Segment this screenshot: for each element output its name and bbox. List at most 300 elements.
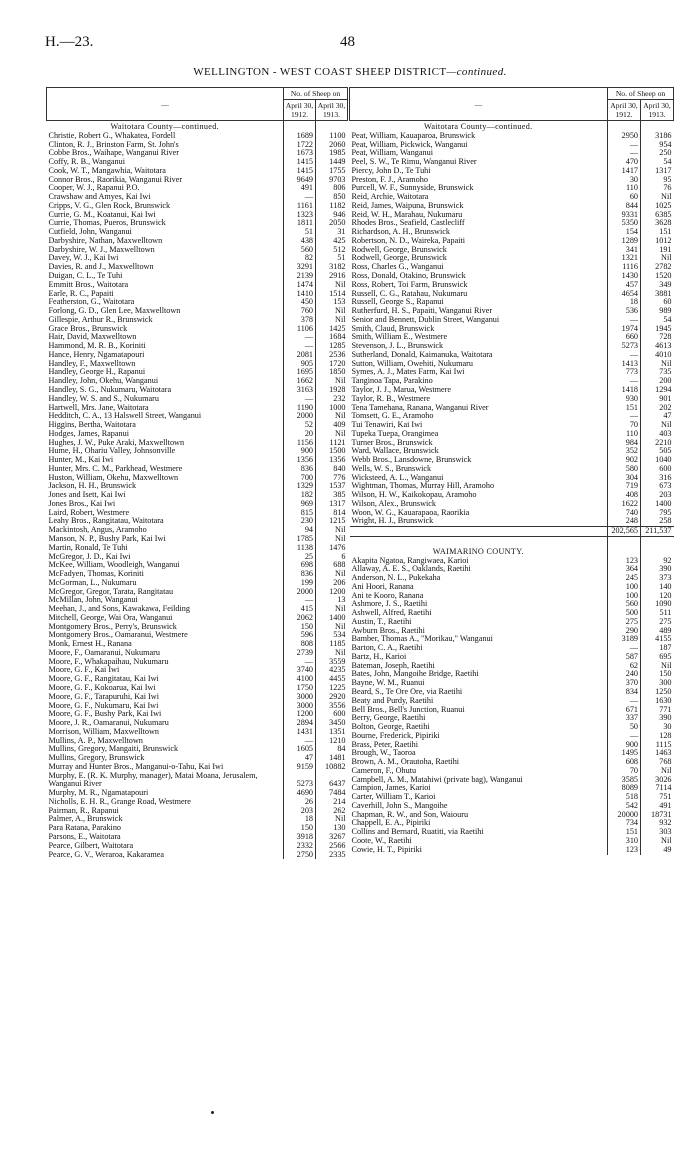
sheep-1912: 62 [608, 662, 641, 671]
table-row [350, 688, 674, 697]
sheep-1913: 203 [641, 491, 674, 500]
table-row [47, 439, 348, 448]
table-row [350, 430, 674, 439]
sheep-1912: 100 [608, 592, 641, 601]
sheep-1912: — [608, 732, 641, 741]
total-label [350, 527, 608, 537]
sheep-1913: 6437 [316, 772, 348, 790]
owner-name: Caverhill, John S., Mangoihe [351, 801, 448, 810]
sheep-1912: 3740 [284, 666, 316, 675]
table-row [47, 649, 348, 658]
table-row [350, 228, 674, 237]
owner-name: Handley, S. G., Nukumaru, Waitotara [48, 385, 172, 394]
sheep-1913: 18731 [641, 811, 674, 820]
table-row [350, 377, 674, 386]
sheep-1913: 140 [641, 583, 674, 592]
table-row [350, 184, 674, 193]
owner-name: Symes, A. J., Mates Farm, Kai Iwi [351, 368, 465, 377]
sheep-1913: 2916 [316, 272, 348, 281]
sheep-1912: 1750 [284, 684, 316, 693]
sheep-1913: 409 [316, 421, 348, 430]
table-row [47, 316, 348, 325]
sheep-1913: 7114 [641, 784, 674, 793]
owner-name: Anderson, N. L., Pukekaha [351, 574, 441, 583]
sheep-1912: 18 [608, 298, 641, 307]
sheep-1912: 154 [608, 228, 641, 237]
sheep-1913: 4235 [316, 666, 348, 675]
table-row [350, 723, 674, 732]
table-row [47, 447, 348, 456]
sheep-1912: 248 [608, 517, 641, 526]
sheep-1912: 1200 [284, 710, 316, 719]
year-1912-header: April 30, 1912. [608, 100, 641, 121]
owner-name: Ashwell, Alfred, Raetihi [351, 609, 432, 618]
owner-name: Ashmore, J. S., Raetihi [351, 600, 428, 609]
table-row [47, 158, 348, 167]
sheep-1913: 2335 [316, 851, 348, 860]
sheep-1913: 3026 [641, 776, 674, 785]
table-row [350, 635, 674, 644]
sheep-1912: — [608, 377, 641, 386]
sheep-1913: 1012 [641, 237, 674, 246]
sheep-1912: 596 [284, 631, 316, 640]
owner-name: Akapita Ngatoa, Rangiwaea, Karioi [351, 556, 469, 565]
owner-name: Parsons, E., Waitotara [48, 833, 121, 842]
sheep-1912: 1495 [608, 749, 641, 758]
page-header [0, 34, 700, 54]
year-1912-header: April 30, 1912. [284, 100, 316, 121]
sheep-1913: 806 [316, 184, 348, 193]
table-row [350, 342, 674, 351]
sheep-1912: 450 [284, 298, 316, 307]
sheep-1913: 489 [641, 627, 674, 636]
owner-name: Coote, W., Raetihi [351, 837, 412, 846]
sheep-1912: 734 [608, 819, 641, 828]
sheep-1912: 457 [608, 281, 641, 290]
sheep-1912: 3189 [608, 635, 641, 644]
sheep-1913: 120 [641, 592, 674, 601]
owner-name: Clinton, R. J., Brinston Farm, St. John's [48, 140, 179, 149]
owner-name: Darbyshire, W. J., Maxwelltown [48, 245, 155, 254]
table-row [47, 368, 348, 377]
owner-name: Davies, R. and J., Maxwelltown [48, 263, 154, 272]
table-row [47, 789, 348, 798]
sheep-1913: 600 [641, 465, 674, 474]
sheep-1912: 151 [608, 404, 641, 413]
table-row [47, 404, 348, 413]
owner-name: Ward, Wallace, Brunswick [351, 447, 439, 456]
owner-name: Manson, N. P., Bushy Park, Kai Iwi [48, 534, 166, 543]
sheep-1913: Nil [316, 316, 348, 325]
sheep-1912: 110 [608, 184, 641, 193]
sheep-1912: 82 [284, 254, 316, 263]
sheep-1913: 850 [316, 193, 348, 202]
sheep-1912: — [608, 644, 641, 653]
owner-name: Campion, James, Karioi [351, 784, 431, 793]
table-row [350, 167, 674, 176]
sheep-1912: 969 [284, 500, 316, 509]
sheep-1913: 303 [641, 828, 674, 837]
table-row [47, 333, 348, 342]
owner-name: Tupeka Tuepa, Orangimea [351, 429, 439, 438]
table-row [47, 807, 348, 816]
sheep-1913: 191 [641, 246, 674, 255]
table-row [47, 798, 348, 807]
sheep-1912: 2139 [284, 272, 316, 281]
sheep-1912: 1410 [284, 290, 316, 299]
sheep-1912: 9159 [284, 763, 316, 772]
sheep-1913: 6385 [641, 211, 674, 220]
table-row [350, 565, 674, 574]
sheep-1913: Nil [316, 605, 348, 614]
sheep-1913: 60 [641, 298, 674, 307]
owner-name: Rodwell, George, Brunswick [351, 245, 447, 254]
owner-name: Wicksteed, A. L., Wanganui [351, 473, 444, 482]
owner-name: Palmer, A., Brunswick [48, 815, 123, 824]
table-row [350, 465, 674, 474]
owner-name: Cripps, V. G., Glen Rock, Brunswick [48, 201, 171, 210]
table-row [47, 596, 348, 605]
table-row [350, 517, 674, 526]
owner-name: Jackson, H. H., Brunswick [48, 482, 137, 491]
sheep-1913: Nil [316, 377, 348, 386]
sheep-1913: 250 [641, 149, 674, 158]
owner-name: Bolton, George, Raetihi [351, 723, 430, 732]
table-row [47, 561, 348, 570]
sheep-1913: Nil [641, 837, 674, 846]
sheep-1913: Nil [316, 526, 348, 535]
sheep-1913: 688 [316, 561, 348, 570]
table-row [47, 465, 348, 474]
sheep-1912: 100 [608, 583, 641, 592]
sheep-1912: 542 [608, 802, 641, 811]
owner-name: Mullins, Gregory, Brunswick [48, 754, 145, 763]
table-row [47, 132, 348, 141]
table-row [350, 500, 674, 509]
sheep-1912: 4654 [608, 290, 641, 299]
table-row [47, 395, 348, 404]
sheep-1913: 54 [641, 316, 674, 325]
sheep-1912: 290 [608, 627, 641, 636]
owner-name: Hughes, J. W., Puke Araki, Maxwelltown [48, 438, 185, 447]
sheep-1913: 1121 [316, 439, 348, 448]
sheep-1912: 660 [608, 333, 641, 342]
sheep-1913: 1514 [316, 290, 348, 299]
sheep-1913: 795 [641, 509, 674, 518]
owner-name: Carter, William T., Karioi [351, 793, 436, 802]
owner-name: Bell Bros., Bell's Junction, Ruanui [351, 705, 465, 714]
sheep-1913: 1850 [316, 368, 348, 377]
table-row [47, 535, 348, 544]
sheep-1912: — [284, 395, 316, 404]
table-row [47, 412, 348, 421]
sheep-1913: 695 [641, 653, 674, 662]
sheep-1913: 4613 [641, 342, 674, 351]
sheep-1913: Nil [641, 662, 674, 671]
sheep-1912: 2081 [284, 351, 316, 360]
owner-name: Chappell, E. A., Pipiriki [351, 819, 431, 828]
owner-name: Monk, Ernest H., Ranana [48, 640, 132, 649]
owner-name: Awburn Bros., Raetihi [351, 626, 425, 635]
table-row [350, 644, 674, 653]
sheep-1912: 2000 [284, 588, 316, 597]
sheep-1913: 771 [641, 706, 674, 715]
sheep-1912: 1323 [284, 211, 316, 220]
table-row [350, 237, 674, 246]
owner-name: Montgomery Bros., Perry's, Brunswick [48, 622, 177, 631]
owner-name: McGregor, J. D., Kai Iwi [48, 552, 131, 561]
owner-name: Sutherland, Donald, Kaimanuka, Waitotara [351, 350, 493, 359]
sheep-1913: 728 [641, 333, 674, 342]
sheep-1913: 814 [316, 509, 348, 518]
owner-name: Gillespie, Arthur R., Brunswick [48, 315, 153, 324]
left-table-body [47, 121, 348, 860]
table-row [47, 281, 348, 290]
sheep-1913: 1294 [641, 386, 674, 395]
sheep-1912: 1415 [284, 158, 316, 167]
table-row [350, 793, 674, 802]
sheep-1912: 9331 [608, 211, 641, 220]
table-row [350, 802, 674, 811]
table-row [350, 254, 674, 263]
report-reference: H.—23. [45, 34, 94, 50]
owner-name: Forlong, G. D., Glen Lee, Maxwelltown [48, 307, 181, 316]
sheep-1912: 844 [608, 202, 641, 211]
sheep-1913: 2210 [641, 439, 674, 448]
sheep-1913: 30 [641, 723, 674, 732]
table-row [350, 714, 674, 723]
owner-name: Reid, Archie, Waitotara [351, 193, 429, 202]
sheep-1912: 230 [284, 517, 316, 526]
owner-name: Nicholls, E. H. R., Grange Road, Westmere [48, 797, 191, 806]
table-row [47, 666, 348, 675]
sheep-1913: 3628 [641, 219, 674, 228]
sheep-1912: 560 [284, 246, 316, 255]
sheep-1912: 199 [284, 579, 316, 588]
sheep-1912: 2332 [284, 842, 316, 851]
owner-name: Cowie, H. T., Pipiriki [351, 845, 422, 854]
sheep-1913: 2050 [316, 219, 348, 228]
sheep-1913: 840 [316, 465, 348, 474]
owner-name: Hume, H., Ohariu Valley, Johnsonville [48, 447, 176, 456]
owner-name: Featherston, G., Waitotara [48, 298, 135, 307]
sheep-1913: 1200 [316, 588, 348, 597]
sheep-1912: 51 [284, 228, 316, 237]
table-row [47, 290, 348, 299]
table-row [350, 176, 674, 185]
sheep-1913: Nil [316, 281, 348, 290]
sheep-1913: 1356 [316, 456, 348, 465]
table-row [47, 851, 348, 860]
sheep-1913: 92 [641, 557, 674, 566]
owner-name: Rhodes Bros., Seafield, Castlecliff [351, 219, 465, 228]
sheep-1912: 150 [284, 623, 316, 632]
sheep-1913: Nil [641, 254, 674, 263]
sheep-1913: 1090 [641, 600, 674, 609]
sheep-1913: 76 [641, 184, 674, 193]
sheep-1913: 505 [641, 447, 674, 456]
owner-header: — [350, 88, 608, 121]
owner-name: Darbyshire, Nathan, Maxwelltown [48, 236, 163, 245]
owner-name: Emmitt Bros., Waitotara [48, 280, 129, 289]
owner-name: McFadyen, Thomas, Koriniti [48, 570, 144, 579]
owner-name: Murphy, M. R., Ngamatapouri [48, 789, 149, 798]
table-row [350, 482, 674, 491]
sheep-1913: 9703 [316, 176, 348, 185]
table-row [47, 763, 348, 772]
sheep-1912: 1974 [608, 325, 641, 334]
sheep-1913: 3182 [316, 263, 348, 272]
table-row [350, 456, 674, 465]
owner-name: Hance, Henry, Ngamatapouri [48, 350, 145, 359]
owner-name: Huston, William, Okehu, Maxwelltown [48, 473, 179, 482]
table-row [350, 447, 674, 456]
table-row [350, 333, 674, 342]
owner-name: Purcell, W. F., Sunnyside, Brunswick [351, 184, 474, 193]
sheep-1912: 836 [284, 465, 316, 474]
sheep-1913: 1185 [316, 640, 348, 649]
sheep-1913: 1449 [316, 158, 348, 167]
sheep-1912: 4100 [284, 675, 316, 684]
sheep-1913: 275 [641, 618, 674, 627]
table-row [47, 342, 348, 351]
owner-name: Wilson, H. W., Kaikokopau, Aramoho [351, 491, 477, 500]
sheep-count-header: No. of Sheep on [608, 88, 674, 100]
sheep-1912: 378 [284, 316, 316, 325]
sheep-1913: 1400 [316, 614, 348, 623]
sheep-1913: 989 [641, 307, 674, 316]
total-row [350, 527, 674, 537]
owner-name: Woon, W. G., Kauarapaoa, Raorikia [351, 508, 470, 517]
owner-name: Morrison, William, Maxwelltown [48, 727, 159, 736]
sheep-1913: 390 [641, 565, 674, 574]
sheep-1913: Nil [316, 307, 348, 316]
owner-name: Jones Bros., Kai Iwi [48, 499, 116, 508]
sheep-1913: 10882 [316, 763, 348, 772]
sheep-1913: 262 [316, 807, 348, 816]
owner-name: Davey, W. J., Kai Iwi [48, 254, 119, 263]
sheep-1913: 946 [316, 211, 348, 220]
sheep-1912: 500 [608, 609, 641, 618]
sheep-1913: 751 [641, 793, 674, 802]
owner-name: Campbell, A. M., Matahiwi (private bag), Wanganui [351, 775, 523, 784]
table-row [47, 728, 348, 737]
owner-name: Handley, F., Maxwelltown [48, 359, 136, 368]
table-row [47, 377, 348, 386]
sheep-1913: 1476 [316, 544, 348, 553]
right-table-body [350, 121, 674, 855]
table-row [350, 758, 674, 767]
table-row [350, 211, 674, 220]
sheep-1913: 673 [641, 482, 674, 491]
sheep-1913: Nil [316, 815, 348, 824]
sheep-1912: 3585 [608, 776, 641, 785]
sheep-1913: 128 [641, 732, 674, 741]
table-row [47, 228, 348, 237]
year-1913-header: April 30, 1913. [641, 100, 674, 121]
sheep-1912: 337 [608, 714, 641, 723]
table-row [350, 491, 674, 500]
owner-name: Moore, G. F., Bushy Park, Kai Iwi [48, 710, 162, 719]
owner-name: Pearce, G. V., Weraroa, Kakaramea [48, 850, 165, 859]
sheep-1913: 1182 [316, 202, 348, 211]
sheep-1913: 1537 [316, 482, 348, 491]
owner-name: Webb Bros., Lansdowne, Brunswick [351, 456, 472, 465]
sheep-1912: 1785 [284, 535, 316, 544]
table-row [47, 325, 348, 334]
owner-name: Para Ratana, Parakino [48, 824, 122, 833]
total-1913: 211,537 [641, 527, 674, 537]
table-row [47, 211, 348, 220]
sheep-1913: 512 [316, 246, 348, 255]
table-row [47, 737, 348, 746]
sheep-1912: 671 [608, 706, 641, 715]
table-row [350, 749, 674, 758]
sheep-1913: 1928 [316, 386, 348, 395]
owner-name: Pearce, Gilbert, Waitotara [48, 841, 134, 850]
owner-header: — [47, 88, 284, 121]
sheep-1912: 123 [608, 557, 641, 566]
sheep-1913: 1317 [316, 500, 348, 509]
sheep-1912: 123 [608, 846, 641, 855]
owner-name: Moore, F., Whakapaihau, Nukumaru [48, 657, 169, 666]
section-waitotara [350, 121, 674, 132]
sheep-1913: 1520 [641, 272, 674, 281]
sheep-1913: 1225 [316, 684, 348, 693]
table-row [47, 631, 348, 640]
owner-name: Wightman, Thomas, Murray Hill, Aramoho [351, 482, 495, 491]
sheep-1912: 587 [608, 653, 641, 662]
table-row [47, 842, 348, 851]
sheep-1913: 13 [316, 596, 348, 605]
sheep-1913: 1285 [316, 342, 348, 351]
owner-name: Moore, G. F., Kai Iwi [48, 666, 120, 675]
table-row [47, 719, 348, 728]
owner-name: Earle, R. C., Papaiti [48, 289, 114, 298]
owner-name: Hedditch, C. A., 13 Halswell Street, Wanganui [48, 412, 202, 421]
sheep-1912: 1156 [284, 439, 316, 448]
owner-name: Tena Tamehana, Ranana, Wanganui River [351, 403, 489, 412]
table-row [47, 693, 348, 702]
owner-name: Tui Tenawiri, Kai Iwi [351, 421, 423, 430]
sheep-1913: 3267 [316, 833, 348, 842]
table-row [47, 815, 348, 824]
sheep-1912: 52 [284, 421, 316, 430]
table-row [47, 456, 348, 465]
sheep-1913: Nil [641, 360, 674, 369]
owner-name: Cutfield, John, Wanganui [48, 228, 132, 237]
sheep-1912: 20 [284, 430, 316, 439]
sheep-1913: 2920 [316, 693, 348, 702]
sheep-1912: 5273 [284, 772, 316, 790]
table-row [47, 623, 348, 632]
table-row [350, 592, 674, 601]
owner-name: Smith, William E., Westmere [351, 333, 448, 342]
table-row [350, 784, 674, 793]
sheep-1913: 4155 [641, 635, 674, 644]
sheep-1912: — [284, 737, 316, 746]
table-row [350, 246, 674, 255]
owner-name: Russell, George S., Rapanui [351, 298, 444, 307]
owner-name: Beard, S., Te Ore Ore, via Raetihi [351, 688, 463, 696]
sheep-1913: 258 [641, 517, 674, 526]
sheep-1913: 3186 [641, 132, 674, 141]
sheep-1912: 470 [608, 158, 641, 167]
table-row [350, 706, 674, 715]
table-row [47, 246, 348, 255]
sheep-1912: 608 [608, 758, 641, 767]
sheep-1912: 1138 [284, 544, 316, 553]
